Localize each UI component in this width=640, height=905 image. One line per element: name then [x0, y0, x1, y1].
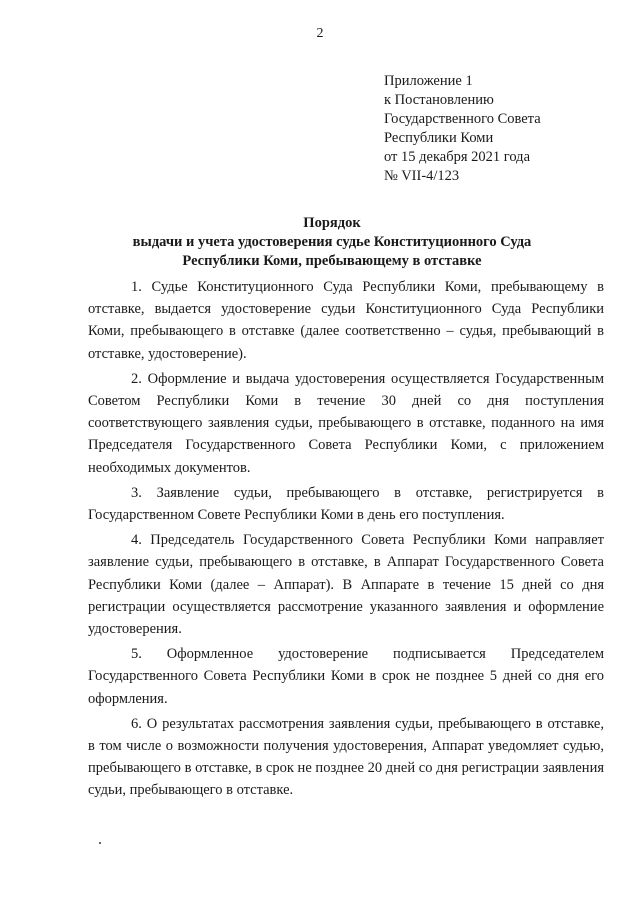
paragraph-5: 5. Оформленное удостоверение подписывается Председателем Государственного Совета Республики Коми в срок не позднее 5 дней со дня его оформления.: [88, 646, 604, 707]
paragraph-2: 2. Оформление и выдача удостоверения осуществляется Государственным Советом Республики Коми в течение 30 дней со дня поступления соответствующего заявления судьи, пребывающего в отставке, поданного на имя Председателя Государственного Совета Республики Коми, с приложением необходимых документов.: [88, 370, 604, 476]
title-line: Республики Коми, пребывающему в отставке: [182, 253, 482, 269]
page-number: 2: [316, 26, 324, 41]
paragraph-1: 1. Судье Конституционного Суда Республики Коми, пребывающему в отставке, выдается удостоверение судьи Конституционного Суда Республики Коми, пребывающего в отставке (далее соответственно – судья, пребывающий в отставке, удостоверение).: [88, 279, 604, 362]
scan-speck: [99, 842, 101, 844]
title-heading: Порядок: [303, 215, 361, 231]
document-body: [88, 276, 604, 802]
title-line: выдачи и учета удостоверения судье Конституционного Суда: [132, 234, 532, 250]
appendix-line: Приложение 1: [384, 73, 473, 89]
paragraph-4: 4. Председатель Государственного Совета Республики Коми направляет заявление судьи, пребывающего в отставке, в Аппарат Государственного Совета Республики Коми (далее – Аппарат). В Аппарате в течение 15 дней со дня регистрации осуществляется рассмотрение указанного заявления и оформление удостоверения.: [88, 532, 604, 638]
appendix-line: от 15 декабря 2021 года: [384, 149, 530, 165]
appendix-line: Республики Коми: [384, 130, 494, 146]
paragraph-6: 6. О результатах рассмотрения заявления судьи, пребывающего в отставке, в том числе о возможности получения удостоверения, Аппарат уведомляет судью, пребывающего в отставке, в срок не позднее 20 дней со дня регистрации заявления судьи, пребывающего в отставке.: [88, 715, 604, 799]
appendix-line: Государственного Совета: [384, 111, 541, 127]
appendix-line: № VII-4/123: [384, 168, 460, 184]
appendix-line: к Постановлению: [384, 92, 494, 108]
paragraph-3: 3. Заявление судьи, пребывающего в отставке, регистрируется в Государственном Совете Республики Коми в день его поступления.: [88, 484, 604, 524]
appendix-block: [384, 72, 541, 186]
document-title: [60, 214, 604, 271]
